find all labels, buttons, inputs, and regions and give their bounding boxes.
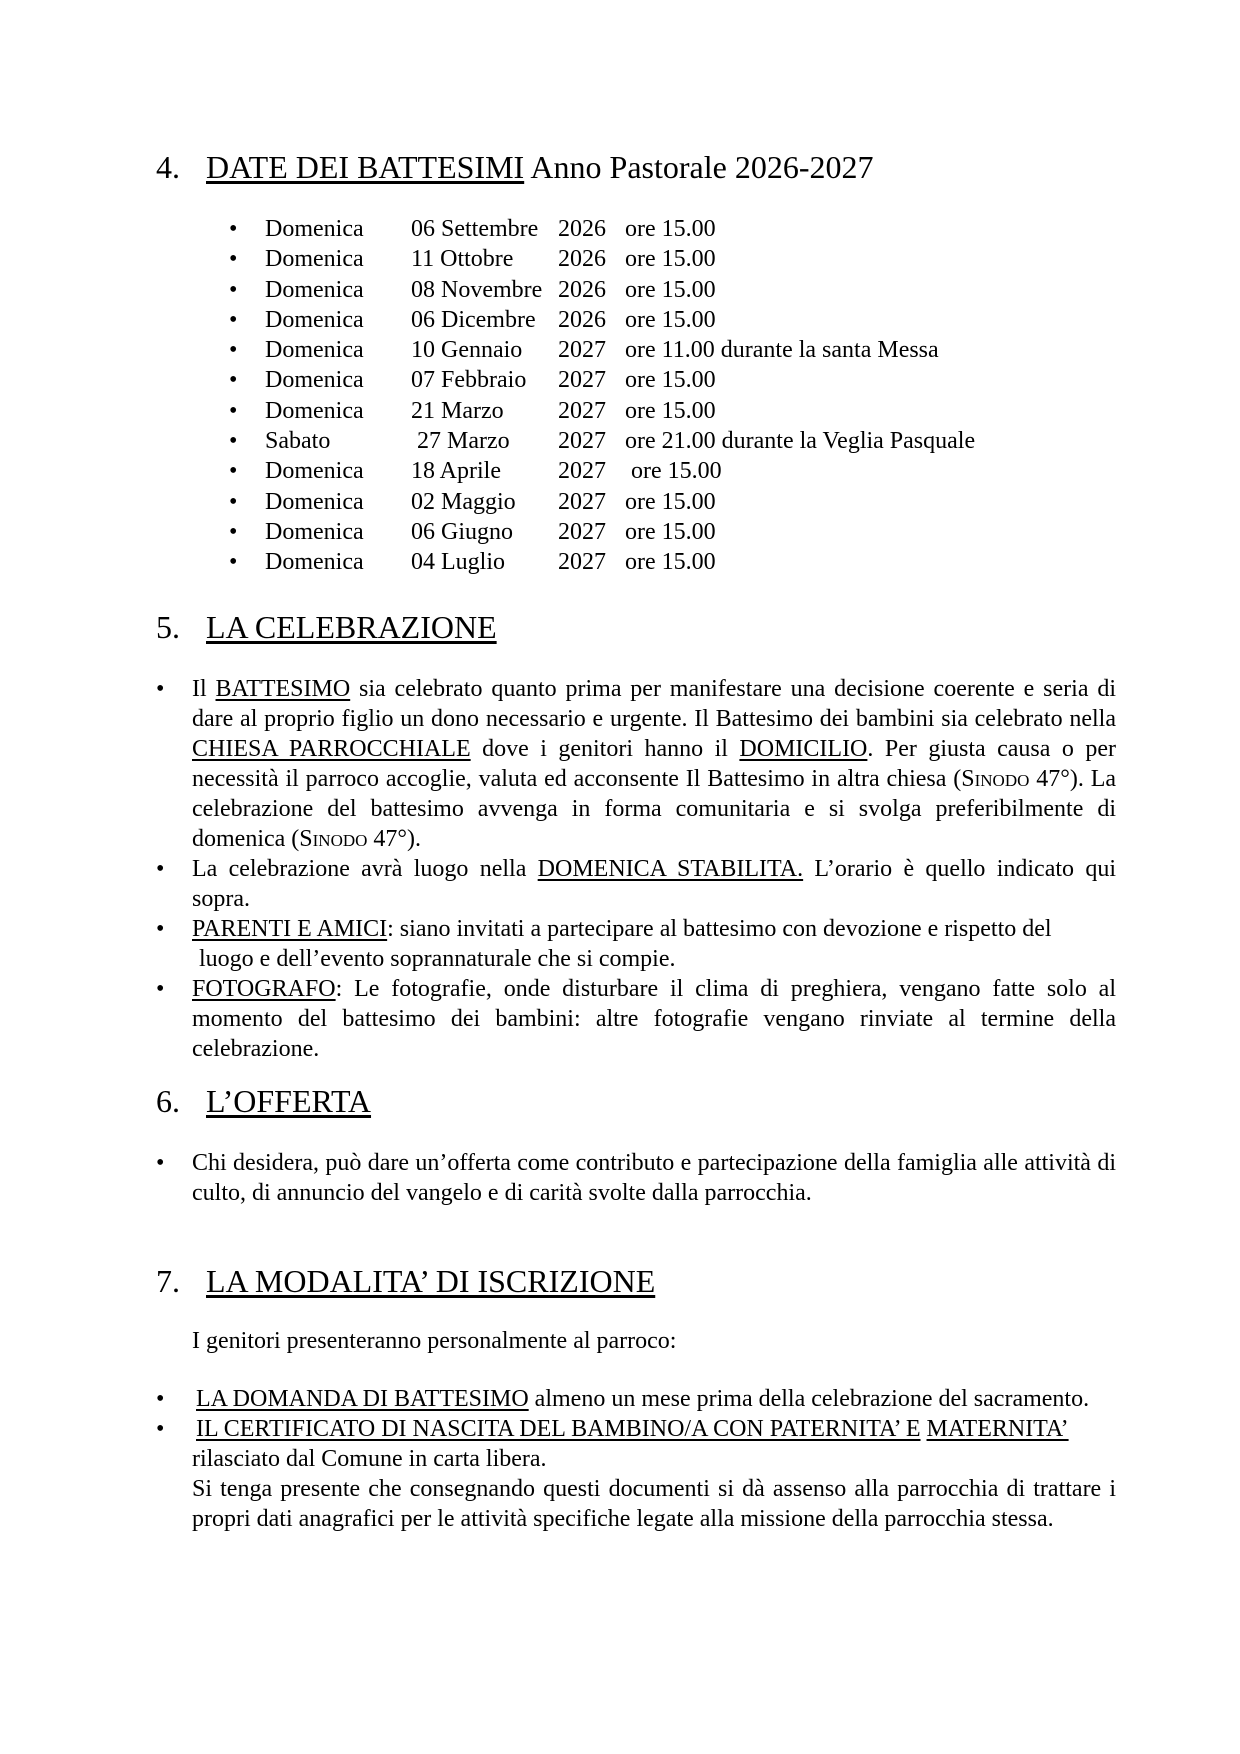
date-year: 2027 [558,367,606,394]
section-6-heading [156,1082,371,1120]
text-underlined: FOTOGRAFO [192,976,336,1002]
section-4-title-underlined: DATE DEI BATTESIMI [206,149,525,185]
text: Chi desidera, può dare un’offerta come contributo e partecipazione della famiglia alle attività di culto, di annuncio del vangelo e di carità svolte dalla parrocchia. [192,1150,1116,1206]
registration-list [156,1384,1116,1534]
date-value: 08 Novembre [411,276,543,303]
date-year: 2027 [558,518,606,545]
section-4-heading [156,148,873,186]
bullet-icon: • [156,1386,165,1412]
date-time: ore 15.00 [625,458,722,485]
date-value: 11 Ottobre [411,246,514,273]
date-day: Domenica [265,276,364,303]
text: almeno un mese prima della celebrazione del sacramento. [528,1386,1090,1412]
date-value: 06 Giugno [411,518,513,545]
date-day: Domenica [265,246,364,273]
date-value: 06 Dicembre [411,306,536,333]
list-item [156,1414,1116,1534]
bullet-icon: • [156,916,165,942]
bullet-icon: • [229,367,238,394]
date-day: Domenica [265,397,364,424]
date-year: 2026 [558,216,606,242]
section-6-number: 6. [156,1083,180,1119]
text-underlined: DOMENICA STABILITA. [537,856,804,882]
celebration-list [156,674,1116,1064]
list-item [156,1384,1116,1414]
section-5-number: 5. [156,609,180,645]
bullet-icon: • [229,488,238,515]
date-value: 02 Maggio [411,488,516,515]
date-time: ore 15.00 [625,397,716,424]
bullet-icon: • [229,337,238,364]
section-6-title: L’OFFERTA [206,1083,372,1119]
text: dove i genitori hanno il [470,736,740,762]
date-day: Domenica [265,306,364,333]
section-5-heading [156,608,497,646]
date-year: 2027 [558,337,606,364]
date-value: 07 Febbraio [411,367,527,394]
text: 47°). [367,826,422,852]
text: : siano invitati a partecipare al battesimo con devozione e rispetto del [387,916,1052,942]
bullet-icon: • [156,676,165,702]
list-item [156,1148,1116,1208]
text-underlined: LA DOMANDA DI BATTESIMO [196,1386,529,1412]
text-underlined: PARENTI E AMICI [192,916,388,942]
date-day: Domenica [265,549,364,576]
text: Si tenga presente che consegnando questi documenti si dà assenso alla parrocchia di trattare i propri dati anagrafici per le attività specifiche legate alla missione della parrocchia stessa. [192,1476,1116,1532]
section-4-title-rest: Anno Pastorale 2026-2027 [524,149,874,185]
bullet-icon: • [156,1416,165,1442]
date-day: Sabato [265,428,331,455]
date-time: ore 15.00 [625,216,716,242]
text: rilasciato dal Comune in carta libera. [192,1446,547,1472]
text-underlined: CHIESA PARROCCHIALE [192,736,471,762]
text-small-caps: Sinodo [299,826,368,852]
registration-intro: I genitori presenteranno personalmente al parroco: [192,1328,677,1354]
date-day: Domenica [265,458,364,485]
text: La celebrazione avrà luogo nella [192,856,538,882]
date-year: 2027 [558,428,606,455]
date-year: 2027 [558,458,606,485]
bullet-icon: • [229,428,238,455]
bullet-icon: • [229,276,238,303]
bullet-icon: • [229,306,238,333]
text-underlined: DOMICILIO [739,736,868,762]
section-7-heading [156,1262,655,1300]
offer-list [156,1148,1116,1208]
bullet-icon: • [156,976,165,1002]
date-time: ore 15.00 [625,549,716,576]
text-underlined: IL CERTIFICATO DI NASCITA DEL BAMBINO/A CON PATERNITA’ E [196,1416,921,1442]
bullet-icon: • [229,549,238,576]
bullet-icon: • [156,856,165,882]
date-value: 18 Aprile [411,458,501,485]
date-day: Domenica [265,337,364,364]
date-value: 06 Settembre [411,216,539,242]
bullet-icon: • [156,1150,165,1176]
date-year: 2026 [558,276,606,303]
list-item [156,914,1116,974]
list-item [156,674,1116,854]
text: sia celebrato quanto prima per manifestare una decisione coerente e seria di dare al proprio figlio un dono necessario e urgente. Il Battesimo dei bambini sia celebrato nella [192,676,1116,732]
date-time: ore 11.00 durante la santa Messa [625,337,939,364]
date-time: ore 15.00 [625,518,716,545]
section-7-number: 7. [156,1263,180,1299]
bullet-icon: • [229,216,238,242]
date-time: ore 21.00 durante la Veglia Pasquale [625,428,976,455]
date-time: ore 15.00 [625,276,716,303]
date-time: ore 15.00 [625,367,716,394]
date-day: Domenica [265,367,364,394]
list-item [156,854,1116,914]
text: : Le fotografie, onde disturbare il clima di preghiera, vengano fatte solo al momento del battesimo dei bambini: altre fotografie vengano rinviate al termine della celebrazione. [192,976,1116,1062]
date-time: ore 15.00 [625,246,716,273]
date-day: Domenica [265,216,364,242]
text: Il [192,676,216,702]
date-time: ore 15.00 [625,488,716,515]
text: 47°). La celebrazione del battesimo avvenga in forma comunitaria e si svolga preferibilmente di domenica ( [192,766,1117,852]
bullet-icon: • [229,246,238,273]
date-value: 21 Marzo [411,397,504,424]
text: L’orario è quello indicato qui sopra. [192,856,1116,912]
bullet-icon: • [229,397,238,424]
text: luogo e dell’evento soprannaturale che si compie. [199,946,676,972]
section-7-title: LA MODALITA’ DI ISCRIZIONE [206,1263,656,1299]
date-year: 2027 [558,488,606,515]
list-item [156,974,1116,1064]
date-year: 2027 [558,397,606,424]
bullet-icon: • [229,518,238,545]
bullet-icon: • [229,458,238,485]
date-day: Domenica [265,518,364,545]
date-time: ore 15.00 [625,306,716,333]
date-day: Domenica [265,488,364,515]
section-5-title: LA CELEBRAZIONE [206,609,497,645]
date-value: 27 Marzo [411,428,510,455]
date-year: 2027 [558,549,606,576]
section-4-number: 4. [156,149,180,185]
text-underlined: BATTESIMO [215,676,351,702]
date-year: 2026 [558,246,606,273]
text: . Per giusta causa o per necessità il parroco accoglie, valuta ed acconsente Il Battesimo in altra chiesa ( [192,736,1116,792]
text-small-caps: Sinodo [961,766,1030,792]
date-value: 04 Luglio [411,549,505,576]
text-underlined: MATERNITA’ [926,1416,1069,1442]
date-value: 10 Gennaio [411,337,523,364]
date-year: 2026 [558,306,606,333]
